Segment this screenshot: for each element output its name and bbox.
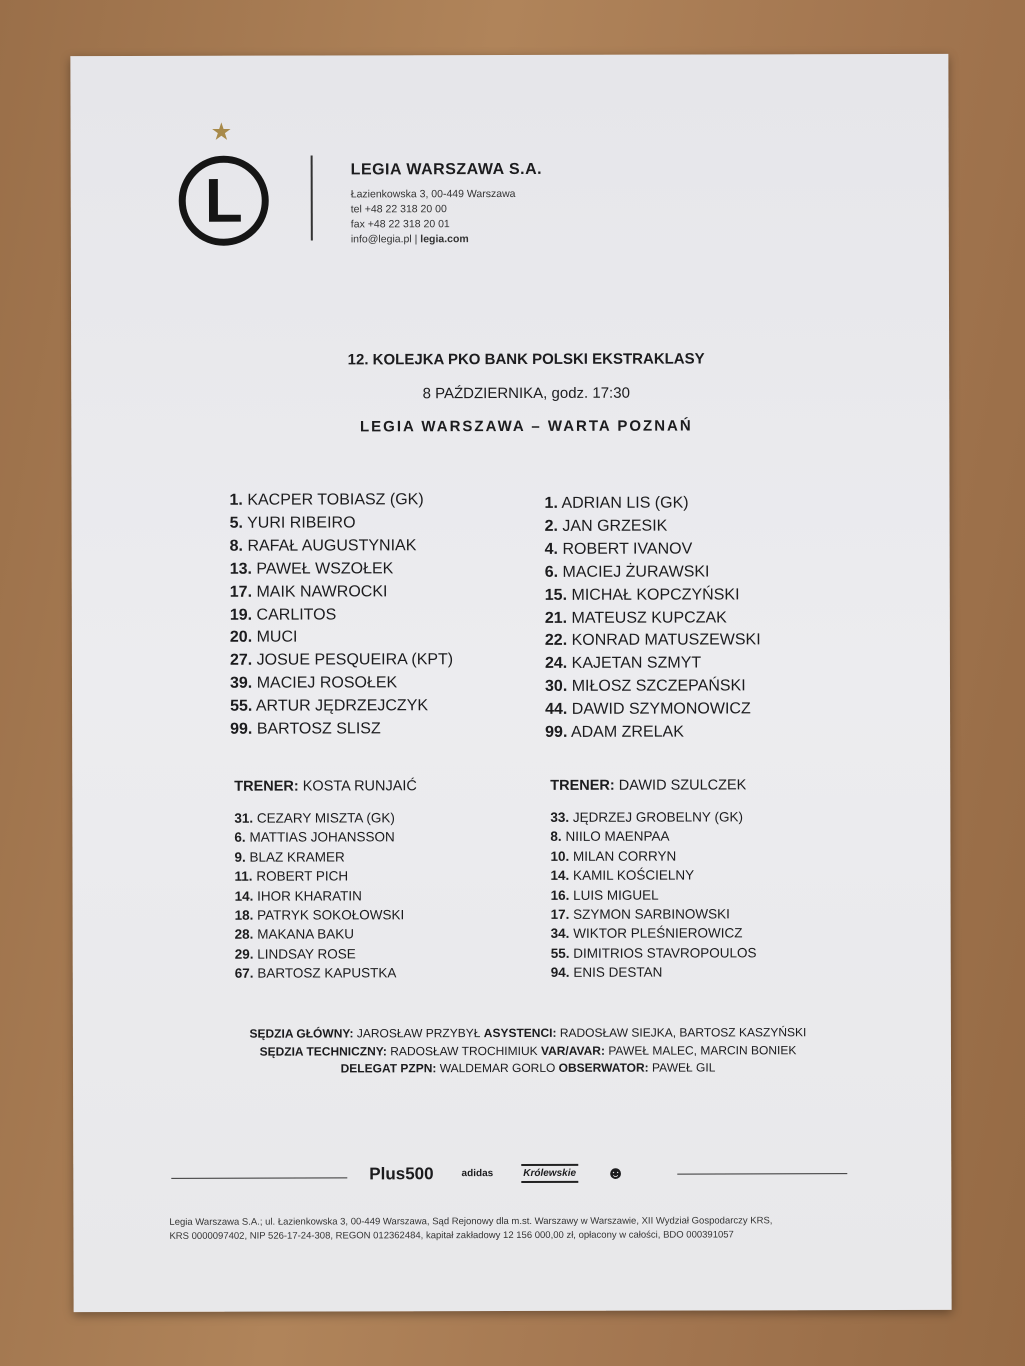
player-name: PAWEŁ WSZOŁEK [256, 560, 394, 578]
player-row [545, 699, 761, 722]
officials-line [73, 1059, 983, 1079]
player-number: 4. [544, 540, 559, 558]
player-name: IHOR KHARATIN [257, 888, 362, 904]
player-number: 28. [234, 927, 254, 943]
player-number: 29. [234, 946, 254, 962]
player-number: 6. [544, 563, 559, 581]
player-row [229, 489, 452, 512]
website: legia.com [420, 233, 469, 246]
divider [311, 156, 313, 241]
player-number: 55. [230, 697, 253, 715]
logo-letter: L [204, 166, 243, 236]
coach-name: KOSTA RUNJAIĆ [302, 778, 417, 795]
player-name: DAWID SZYMONOWICZ [571, 700, 751, 718]
player-name: NIILO MAENPAA [565, 828, 670, 845]
player-number: 33. [550, 809, 570, 825]
player-row [551, 963, 757, 983]
official-name: PAWEŁ GIL [652, 1060, 716, 1075]
home-coach [234, 778, 417, 794]
player-number: 17. [550, 906, 570, 922]
coach-label: TRENER: [550, 777, 615, 794]
round-title: 12. KOLEJKA PKO BANK POLSKI EKSTRAKLASY [347, 350, 705, 369]
player-number: 30. [544, 678, 568, 696]
player-row [545, 630, 761, 653]
coach-label: TRENER: [234, 778, 299, 795]
player-number: 34. [550, 926, 570, 942]
player-name: CEZARY MISZTA (GK) [256, 810, 395, 826]
official-role: SĘDZIA TECHNICZNY: [259, 1043, 387, 1059]
player-name: MATTIAS JOHANSSON [249, 829, 395, 846]
player-name: KACPER TOBIASZ (GK) [247, 491, 424, 509]
footer-rule-left [171, 1177, 347, 1178]
player-row [545, 515, 761, 538]
legia-logo [179, 156, 269, 246]
player-name: MAIK NAWROCKI [256, 582, 388, 601]
player-name: LUIS MIGUEL [573, 887, 659, 903]
phone: tel +48 22 318 20 00 [350, 203, 447, 216]
away-starting [545, 492, 761, 745]
away-subs [550, 807, 756, 982]
footer-legal [169, 1214, 859, 1244]
sponsor-adidas: adidas [461, 1168, 494, 1180]
player-number: 44. [545, 701, 568, 719]
player-name: MATEUSZ KUPCZAK [571, 608, 727, 627]
player-number: 99. [230, 720, 253, 738]
player-name: MILAN CORRYN [572, 848, 677, 864]
player-row [550, 807, 756, 827]
player-name: CARLITOS [256, 605, 337, 624]
player-row [230, 695, 453, 718]
official-role: VAR/AVAR: [540, 1043, 605, 1058]
match-title: LEGIA WARSZAWA – WARTA POZNAŃ [359, 417, 693, 436]
player-row [230, 512, 453, 535]
player-row [230, 649, 453, 672]
player-name: WIKTOR PLEŚNIEROWICZ [573, 925, 743, 942]
player-row [545, 538, 761, 561]
player-number: 8. [550, 829, 562, 845]
player-name: MACIEJ ŻURAWSKI [562, 563, 710, 581]
player-row [230, 627, 453, 650]
player-name: MUCI [256, 628, 298, 647]
player-number: 10. [550, 848, 570, 864]
player-row [234, 847, 404, 867]
player-number: 67. [234, 965, 254, 981]
official-name: PAWEŁ MALEC, MARCIN BONIEK [608, 1042, 797, 1058]
player-row [235, 925, 405, 945]
player-number: 15. [544, 586, 568, 604]
player-name: YURI RIBEIRO [247, 514, 356, 532]
player-row [551, 924, 757, 944]
player-row [230, 672, 453, 695]
player-name: LINDSAY ROSE [257, 946, 356, 962]
footer-line-1: Legia Warszawa S.A.; ul. Łazienkowska 3, 00-449 Warszawa, Sąd Rejonowy dla m.st. Warszawy w Warszawie, XII Wydział Gospodarczy KRS, [169, 1215, 773, 1228]
home-starting [229, 489, 453, 742]
player-row [230, 581, 453, 604]
player-name: JĘDRZEJ GROBELNY (GK) [572, 809, 743, 825]
fax: fax +48 22 318 20 01 [350, 218, 450, 231]
footer-line-2: KRS 0000097402, NIP 526-17-24-308, REGON 012362484, kapitał zakładowy 12 156 000,00 zł, opłacony w całości, BDO 000391057 [169, 1229, 734, 1242]
player-name: DIMITRIOS STAVROPOULOS [573, 945, 757, 961]
player-row [230, 604, 453, 627]
coach-name: DAWID SZULCZEK [618, 777, 747, 794]
player-row [550, 846, 756, 866]
player-name: MAKANA BAKU [257, 926, 355, 943]
player-row [550, 827, 756, 847]
player-number: 24. [544, 655, 568, 673]
player-number: 22. [544, 632, 568, 650]
player-number: 16. [550, 887, 570, 903]
player-row [545, 653, 761, 676]
player-name: ADAM ZRELAK [570, 723, 684, 741]
player-number: 2. [544, 517, 558, 535]
player-row [235, 905, 405, 925]
player-name: ARTUR JĘDRZEJCZYK [255, 697, 429, 715]
player-number: 17. [229, 583, 253, 601]
player-row [235, 886, 405, 906]
player-number: 27. [229, 652, 253, 670]
lineup-sheet [70, 54, 951, 1312]
official-name: RADOSŁAW TROCHIMIUK [390, 1043, 538, 1058]
player-number: 8. [229, 537, 244, 555]
player-number: 99. [545, 723, 568, 741]
web-line: info@legia.pl | legia.com [350, 233, 469, 246]
official-role: DELEGAT PZPN: [340, 1061, 437, 1076]
player-row [545, 561, 761, 584]
player-row [234, 808, 404, 828]
player-number: 13. [229, 560, 252, 578]
player-name: KAMIL KOŚCIELNY [573, 867, 695, 884]
sponsor-mascot-icon: ☻ [606, 1162, 626, 1183]
player-row [545, 676, 761, 699]
player-row [545, 584, 761, 607]
player-number: 39. [229, 674, 253, 692]
player-row [545, 492, 761, 515]
player-name: MICHAŁ KOPCZYŃSKI [571, 586, 740, 604]
player-name: MACIEJ ROSOŁEK [256, 674, 398, 692]
home-subs [234, 808, 404, 983]
player-number: 31. [234, 810, 254, 826]
player-row [551, 943, 757, 963]
player-number: 9. [234, 849, 246, 865]
player-name: PATRYK SOKOŁOWSKI [257, 907, 405, 923]
player-name: RAFAŁ AUGUSTYNIAK [247, 537, 417, 555]
player-row [235, 964, 405, 984]
player-name: SZYMON SARBINOWSKI [573, 906, 730, 922]
player-number: 11. [234, 868, 253, 884]
player-row [545, 721, 761, 744]
sponsors [369, 1163, 625, 1185]
official-name: RADOSŁAW SIEJKA, BARTOSZ KASZYŃSKI [559, 1025, 807, 1040]
official-role: OBSERWATOR: [558, 1060, 649, 1076]
star-icon: ★ [210, 118, 233, 146]
player-number: 14. [550, 868, 570, 884]
player-name: BARTOSZ SLISZ [256, 720, 381, 738]
player-number: 6. [234, 830, 246, 846]
away-coach [550, 777, 746, 794]
player-name: ROBERT PICH [256, 868, 349, 884]
footer-rule-right [677, 1173, 847, 1174]
player-name: KONRAD MATUSZEWSKI [571, 631, 761, 650]
player-row [230, 535, 453, 558]
sponsor-krolewskie: Królewskie [521, 1164, 578, 1183]
contact-block [351, 187, 516, 247]
sponsor-plus500: Plus500 [369, 1163, 434, 1183]
player-number: 5. [229, 514, 243, 532]
player-row [234, 828, 404, 848]
player-number: 21. [544, 609, 568, 627]
player-name: ADRIAN LIS (GK) [561, 494, 689, 512]
player-name: JOSUE PESQUEIRA (KPT) [256, 651, 454, 670]
player-name: BARTOSZ KAPUSTKA [257, 965, 397, 981]
official-name: JAROSŁAW PRZYBYŁ [356, 1026, 481, 1041]
player-row [545, 607, 761, 630]
player-row [551, 904, 757, 924]
official-name: WALDEMAR GORLO [439, 1061, 556, 1076]
player-number: 18. [234, 907, 254, 923]
player-name: KAJETAN SZMYT [571, 654, 702, 673]
player-name: JAN GRZESIK [562, 517, 668, 535]
player-number: 1. [544, 494, 558, 512]
match-date: 8 PAŹDZIERNIKA, godz. 17:30 [422, 384, 630, 403]
player-name: ENIS DESTAN [573, 964, 663, 981]
player-number: 94. [550, 965, 570, 981]
club-name: LEGIA WARSZAWA S.A. [350, 160, 543, 179]
player-name: BLAZ KRAMER [249, 849, 345, 865]
official-role: ASYSTENCI: [483, 1025, 557, 1041]
player-row [551, 885, 757, 905]
player-row [550, 866, 756, 886]
email: info@legia.pl [350, 233, 412, 246]
officials [73, 1024, 983, 1079]
player-number: 55. [550, 945, 570, 961]
official-role: SĘDZIA GŁÓWNY: [249, 1026, 354, 1041]
player-row [234, 866, 404, 886]
player-row [230, 718, 453, 741]
player-number: 19. [229, 606, 253, 624]
player-number: 1. [229, 491, 243, 509]
player-number: 20. [229, 629, 253, 647]
address: Łazienkowska 3, 00-449 Warszawa [350, 187, 516, 201]
player-number: 14. [234, 888, 254, 904]
player-name: MIŁOSZ SZCZEPAŃSKI [571, 677, 746, 696]
player-row [230, 558, 453, 581]
player-name: ROBERT IVANOV [562, 540, 693, 558]
player-row [235, 944, 405, 964]
